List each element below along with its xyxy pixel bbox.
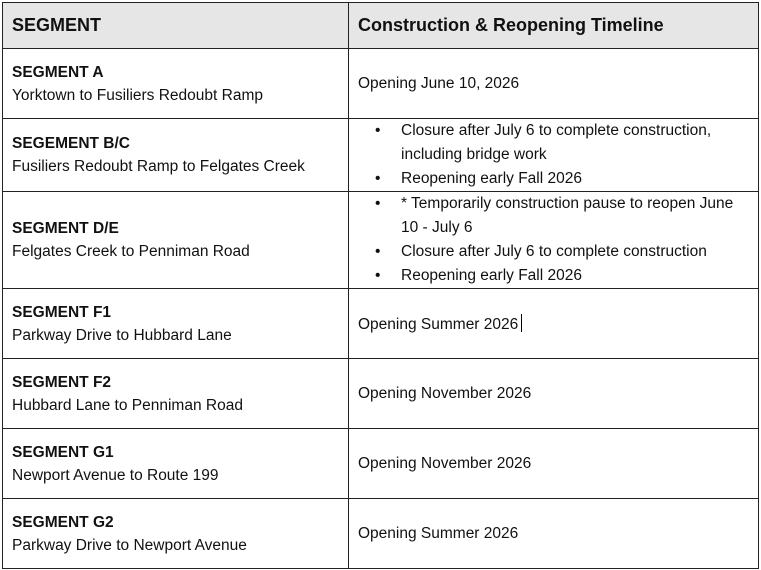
bullet-icon: • bbox=[375, 267, 381, 284]
segment-cell bbox=[3, 192, 349, 289]
segment-cell bbox=[3, 49, 349, 119]
segment-description: Parkway Drive to Hubbard Lane bbox=[12, 326, 232, 344]
table-row bbox=[3, 359, 759, 429]
segment-name: SEGEMENT B/C bbox=[12, 135, 130, 152]
segment-description: Felgates Creek to Penniman Road bbox=[12, 243, 250, 260]
segment-cell bbox=[3, 119, 349, 192]
list-item-text: Closure after July 6 to complete construction bbox=[401, 243, 707, 260]
table-row bbox=[3, 192, 759, 289]
timeline-cell bbox=[349, 192, 759, 289]
timeline-cell: Opening November 2026 bbox=[349, 359, 759, 429]
table-row bbox=[3, 429, 759, 499]
bullet-icon: • bbox=[375, 170, 381, 187]
segment-description: Yorktown to Fusiliers Redoubt Ramp bbox=[12, 86, 263, 104]
timeline-cell bbox=[349, 119, 759, 192]
timeline-list bbox=[358, 192, 749, 288]
list-item bbox=[375, 167, 749, 191]
header-timeline: Construction & Reopening Timeline bbox=[349, 3, 759, 49]
segment-description: Parkway Drive to Newport Avenue bbox=[12, 536, 247, 554]
segment-cell bbox=[3, 289, 349, 359]
bullet-icon: • bbox=[375, 243, 381, 260]
segment-cell bbox=[3, 359, 349, 429]
list-item-text: * Temporarily construction pause to reopen June 10 - July 6 bbox=[401, 195, 734, 236]
table-row bbox=[3, 119, 759, 192]
list-item-text: Reopening early Fall 2026 bbox=[401, 267, 582, 284]
list-item bbox=[375, 119, 749, 167]
bullet-icon: • bbox=[375, 195, 381, 212]
segment-name: SEGMENT F2 bbox=[12, 373, 112, 391]
timeline-cell: Opening November 2026 bbox=[349, 429, 759, 499]
timeline-cell[interactable] bbox=[349, 289, 759, 359]
list-item-text: Closure after July 6 to complete construction, including bridge work bbox=[401, 122, 712, 163]
timeline-cell: Opening June 10, 2026 bbox=[349, 49, 759, 119]
table-row bbox=[3, 499, 759, 569]
segment-name: SEGMENT A bbox=[12, 63, 104, 81]
table-row bbox=[3, 49, 759, 119]
header-segment: SEGMENT bbox=[3, 3, 349, 49]
timeline-text: Opening Summer 2026 bbox=[358, 315, 519, 333]
segment-cell bbox=[3, 429, 349, 499]
segment-name: SEGMENT G1 bbox=[12, 443, 114, 461]
segment-description: Hubbard Lane to Penniman Road bbox=[12, 396, 243, 414]
segment-description: Newport Avenue to Route 199 bbox=[12, 466, 219, 484]
timeline-cell: Opening Summer 2026 bbox=[349, 499, 759, 569]
table-row bbox=[3, 289, 759, 359]
segment-name: SEGMENT G2 bbox=[12, 513, 114, 531]
list-item-text: Reopening early Fall 2026 bbox=[401, 170, 582, 187]
list-item bbox=[375, 264, 749, 288]
segment-description: Fusiliers Redoubt Ramp to Felgates Creek bbox=[12, 158, 305, 175]
header-row bbox=[3, 3, 759, 49]
segment-name: SEGMENT F1 bbox=[12, 303, 112, 321]
segment-name: SEGMENT D/E bbox=[12, 220, 119, 237]
segment-timeline-table bbox=[2, 2, 759, 569]
segment-cell bbox=[3, 499, 349, 569]
list-item bbox=[375, 192, 749, 240]
bullet-icon: • bbox=[375, 122, 381, 139]
timeline-list bbox=[358, 119, 749, 191]
list-item bbox=[375, 240, 749, 264]
text-cursor bbox=[521, 314, 522, 332]
